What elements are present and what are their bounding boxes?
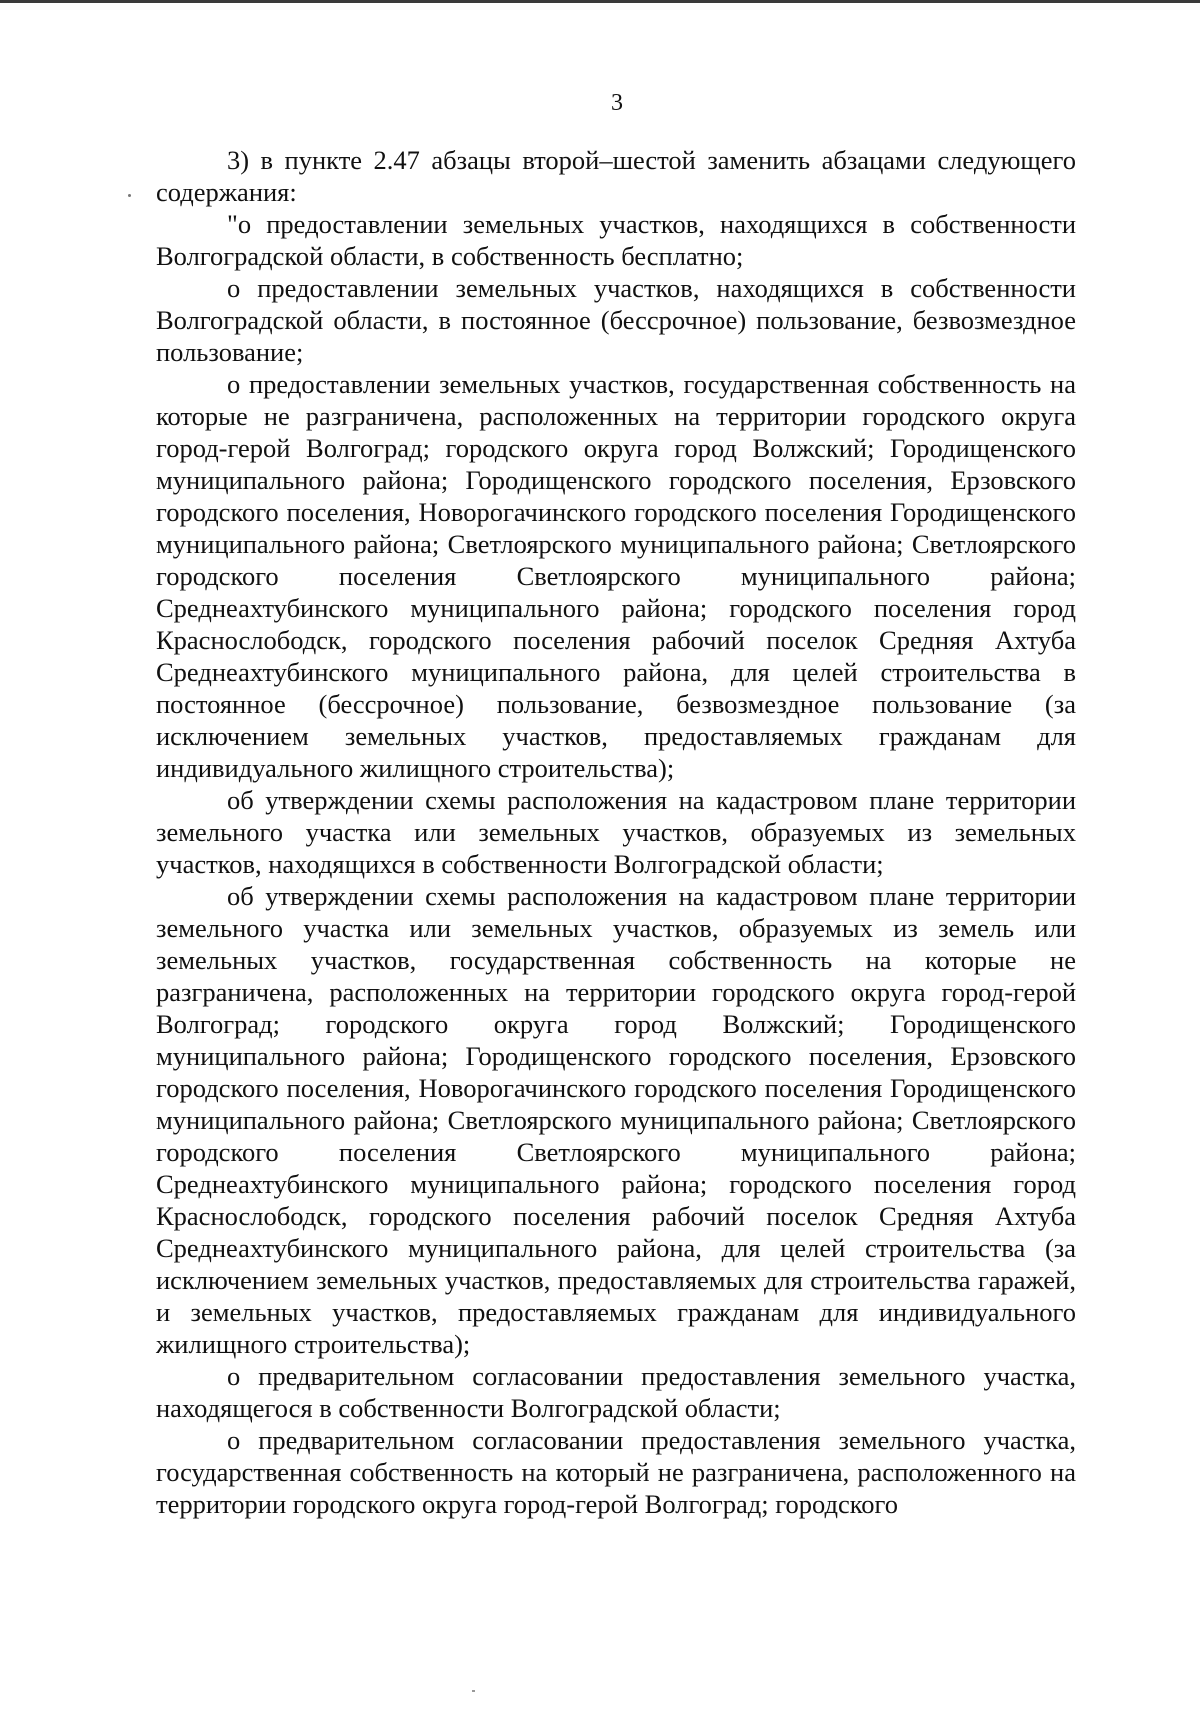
- scan-artifact-mark: [472, 1690, 475, 1692]
- paragraph-item-3-intro: 3) в пункте 2.47 абзацы второй–шестой заменить абзацами следующего содержания:: [156, 145, 1076, 207]
- paragraph-permanent-use: о предоставлении земельных участков, находящихся в собственности Волгоградской области, в постоянное (бессрочное) пользование, безвозмездное пользование;: [156, 273, 1076, 367]
- paragraph-undivided-land-construction: о предоставлении земельных участков, государственная собственность на которые не разграничена, расположенных на территории городского округа город-герой Волгоград; городского округа город Волжский; Городищенского муниципального района; Городищенского городского поселения, Ерзовского городского поселения, Новорогачинского городского поселения Городищенского муниципального района; Светлоярского муниципального района; Светлоярского городского поселения Светлоярского муниципального района; Среднеахтубинского муниципального района; городского поселения город Краснослободск, городского поселения рабочий поселок Средняя Ахтуба Среднеахтубинского муниципального района, для целей строительства в постоянное (бессрочное) пользование, безвозмездное пользование (за исключением земельных участков, предоставляемых гражданам для индивидуального жилищного строительства);: [156, 369, 1076, 783]
- paragraph-scheme-undivided-land: об утверждении схемы расположения на кадастровом плане территории земельного участка или земельных участков, образуемых из земель или земельных участков, государственная собственность на которые не разграничена, расположенных на территории городского округа город-герой Волгоград; городского округа город Волжский; Городищенского муниципального района; Городищенского городского поселения, Ерзовского городского поселения, Новорогачинского городского поселения Городищенского муниципального района; Светлоярского муниципального района; Светлоярского городского поселения Светлоярского муниципального района; Среднеахтубинского муниципального района; городского поселения город Краснослободск, городского поселения рабочий поселок Средняя Ахтуба Среднеахтубинского муниципального района, для целей строительства (за исключением земельных участков, предоставляемых для строительства гаражей, и земельных участков, предоставляемых гражданам для индивидуального жилищного строительства);: [156, 881, 1076, 1359]
- page-number: 3: [611, 90, 623, 116]
- scan-artifact-dot: [128, 194, 131, 197]
- paragraph-scheme-regional-land: об утверждении схемы расположения на кадастровом плане территории земельного участка или земельных участков, образуемых из земельных участков, находящихся в собственности Волгоградской области;: [156, 785, 1076, 879]
- paragraph-ownership-free: "о предоставлении земельных участков, находящихся в собственности Волгоградской области, в собственность бесплатно;: [156, 209, 1076, 271]
- scan-top-edge: [0, 0, 1200, 3]
- paragraph-preliminary-approval-regional: о предварительном согласовании предоставления земельного участка, находящегося в собственности Волгоградской области;: [156, 1361, 1076, 1423]
- paragraph-preliminary-approval-undivided: о предварительном согласовании предоставления земельного участка, государственная собственность на который не разграничена, расположенного на территории городского округа город-герой Волгоград; городского: [156, 1425, 1076, 1519]
- document-body: [156, 144, 1076, 1520]
